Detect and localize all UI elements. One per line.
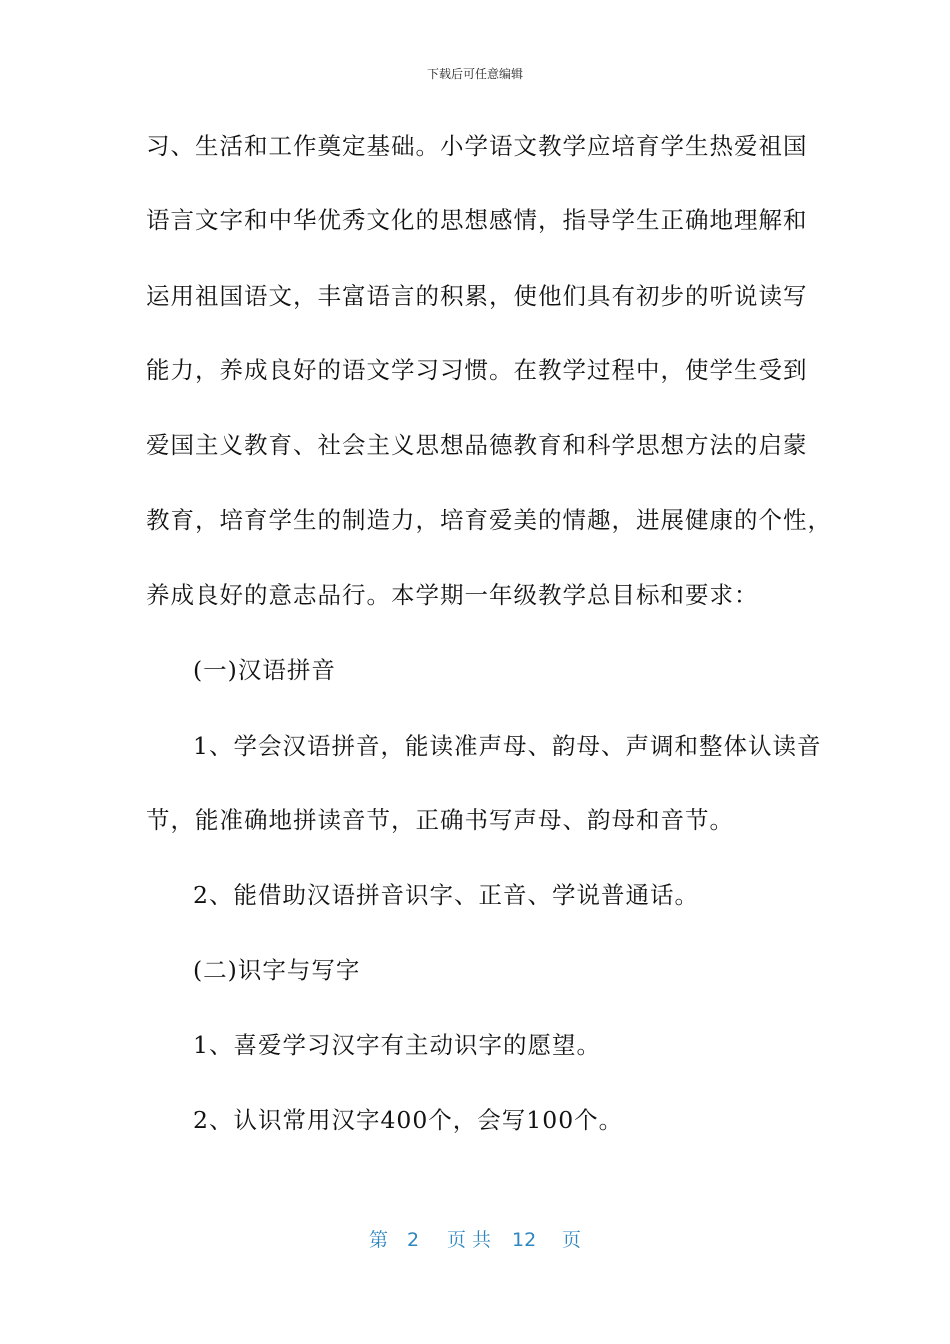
page-footer <box>0 1226 950 1254</box>
list-item: 2、认识常用汉字400个，会写100个。 <box>193 1106 624 1134</box>
body-line: 习、生活和工作奠定基础。小学语文教学应培育学生热爱祖国 <box>146 132 808 160</box>
list-item: 2、能借助汉语拼音识字、正音、学说普通话。 <box>193 881 699 909</box>
list-item: 1、喜爱学习汉字有主动识字的愿望。 <box>193 1031 601 1059</box>
body-line: 养成良好的意志品行。本学期一年级教学总目标和要求： <box>146 581 759 609</box>
footer-label-di: 第 <box>369 1229 389 1251</box>
footer-label-ye-gong: 页 共 <box>447 1229 492 1251</box>
page-header-note: 下载后可任意编辑 <box>426 67 523 81</box>
body-line: 爱国主义教育、社会主义思想品德教育和科学思想方法的启蒙 <box>146 431 808 459</box>
section-heading-pinyin: (一)汉语拼音 <box>193 656 336 684</box>
body-line: 运用祖国语文，丰富语言的积累，使他们具有初步的听说读写 <box>146 282 808 310</box>
section-heading-literacy: (二)识字与写字 <box>193 956 361 984</box>
total-pages-number: 12 <box>512 1229 537 1251</box>
list-item: 1、学会汉语拼音，能读准声母、韵母、声调和整体认读音 <box>193 732 822 760</box>
current-page-number: 2 <box>407 1229 420 1251</box>
list-item-continuation: 节，能准确地拼读音节，正确书写声母、韵母和音节。 <box>146 806 734 834</box>
footer-label-ye: 页 <box>562 1229 582 1251</box>
body-line: 教育，培育学生的制造力，培育爱美的情趣，进展健康的个性， <box>146 506 832 534</box>
body-line: 语言文字和中华优秀文化的思想感情，指导学生正确地理解和 <box>146 206 808 234</box>
body-line: 能力，养成良好的语文学习习惯。在教学过程中，使学生受到 <box>146 356 808 384</box>
